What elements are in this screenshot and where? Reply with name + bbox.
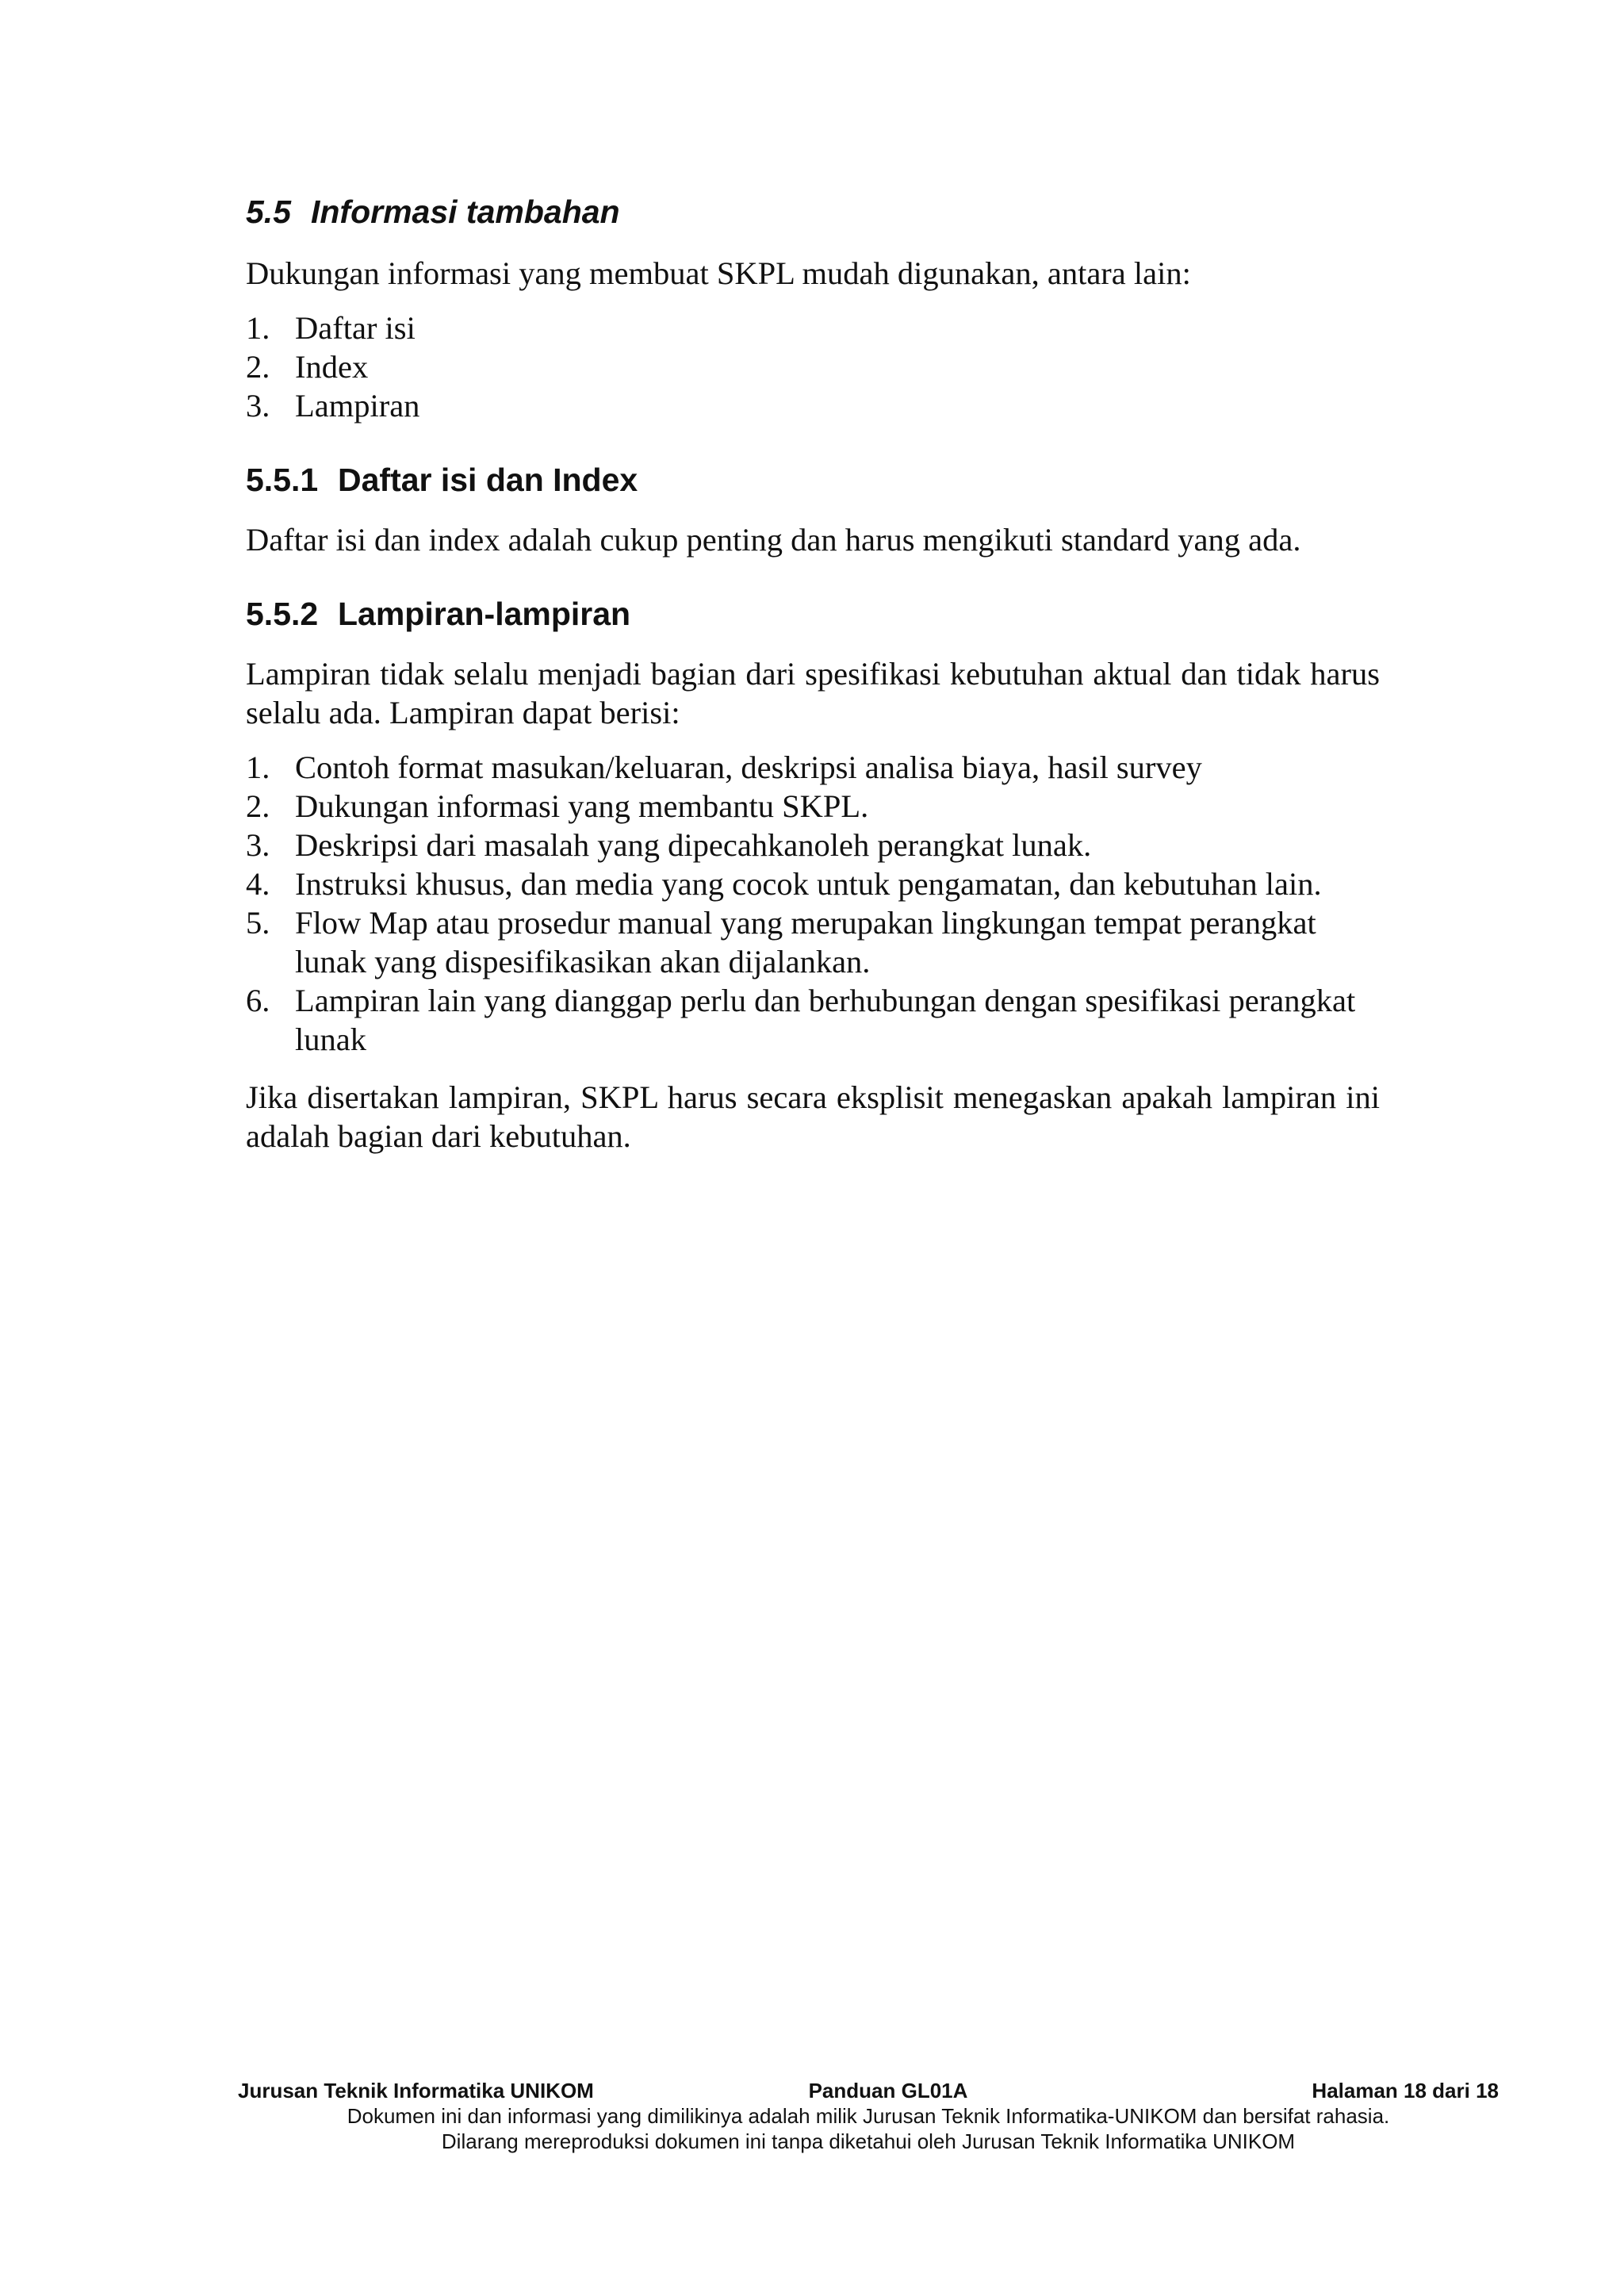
list-item: 2. Index [246, 349, 369, 385]
section-number: 5.5 [246, 194, 291, 230]
attachment-list [246, 748, 1380, 1059]
list-item: 1. Daftar isi [246, 310, 416, 346]
subsection-number: 5.5.1 [246, 462, 319, 498]
list-item: 6. Lampiran lain yang dianggap perlu dan berhubungan dengan spesifikasi perangkat lunak [246, 983, 1356, 1057]
footer-department: Jurusan Teknik Informatika UNIKOM [238, 2079, 594, 2102]
subsection-2-closing: Jika disertakan lampiran, SKPL harus secara eksplisit menegaskan apakah lampiran ini adalah bagian dari kebutuhan. [246, 1079, 1380, 1154]
page-footer [238, 2078, 1499, 2154]
subsection-heading-1 [246, 458, 1380, 501]
list-item: 3. Deskripsi dari masalah yang dipecahkanoleh perangkat lunak. [246, 827, 1092, 863]
footer-header-row [238, 2078, 1499, 2103]
subsection-1-body: Daftar isi dan index adalah cukup penting dan harus mengikuti standard yang ada. [246, 522, 1301, 558]
section-title: Informasi tambahan [311, 194, 620, 230]
subsection-number: 5.5.2 [246, 596, 319, 632]
footer-reproduction-notice: Dilarang mereproduksi dokumen ini tanpa diketahui oleh Jurusan Teknik Informatika UNIKOM [441, 2129, 1296, 2153]
footer-page-number: Halaman 18 dari 18 [1312, 2079, 1499, 2102]
section-list [246, 309, 1380, 425]
section-intro: Dukungan informasi yang membuat SKPL mudah digunakan, antara lain: [246, 255, 1191, 291]
footer-document-id: Panduan GL01A [808, 2079, 968, 2102]
page-content [246, 190, 1380, 1171]
list-item: 4. Instruksi khusus, dan media yang cocok untuk pengamatan, dan kebutuhan lain. [246, 866, 1322, 902]
subsection-2-intro: Lampiran tidak selalu menjadi bagian dari spesifikasi kebutuhan aktual dan tidak harus selalu ada. Lampiran dapat berisi: [246, 656, 1380, 730]
list-item: 3. Lampiran [246, 388, 420, 424]
section-heading [246, 190, 1380, 233]
subsection-title: Daftar isi dan Index [338, 462, 638, 498]
footer-confidential-notice: Dokumen ini dan informasi yang dimilikinya adalah milik Jurusan Teknik Informatika-UNIKOM dan bersifat rahasia. [347, 2104, 1390, 2128]
subsection-heading-2 [246, 592, 1380, 635]
list-item: 2. Dukungan informasi yang membantu SKPL. [246, 788, 869, 824]
subsection-title: Lampiran-lampiran [338, 596, 631, 632]
list-item: 1. Contoh format masukan/keluaran, deskripsi analisa biaya, hasil survey [246, 749, 1202, 785]
list-item: 5. Flow Map atau prosedur manual yang merupakan lingkungan tempat perangkat lunak yang dispesifikasikan akan dijalankan. [246, 905, 1316, 979]
